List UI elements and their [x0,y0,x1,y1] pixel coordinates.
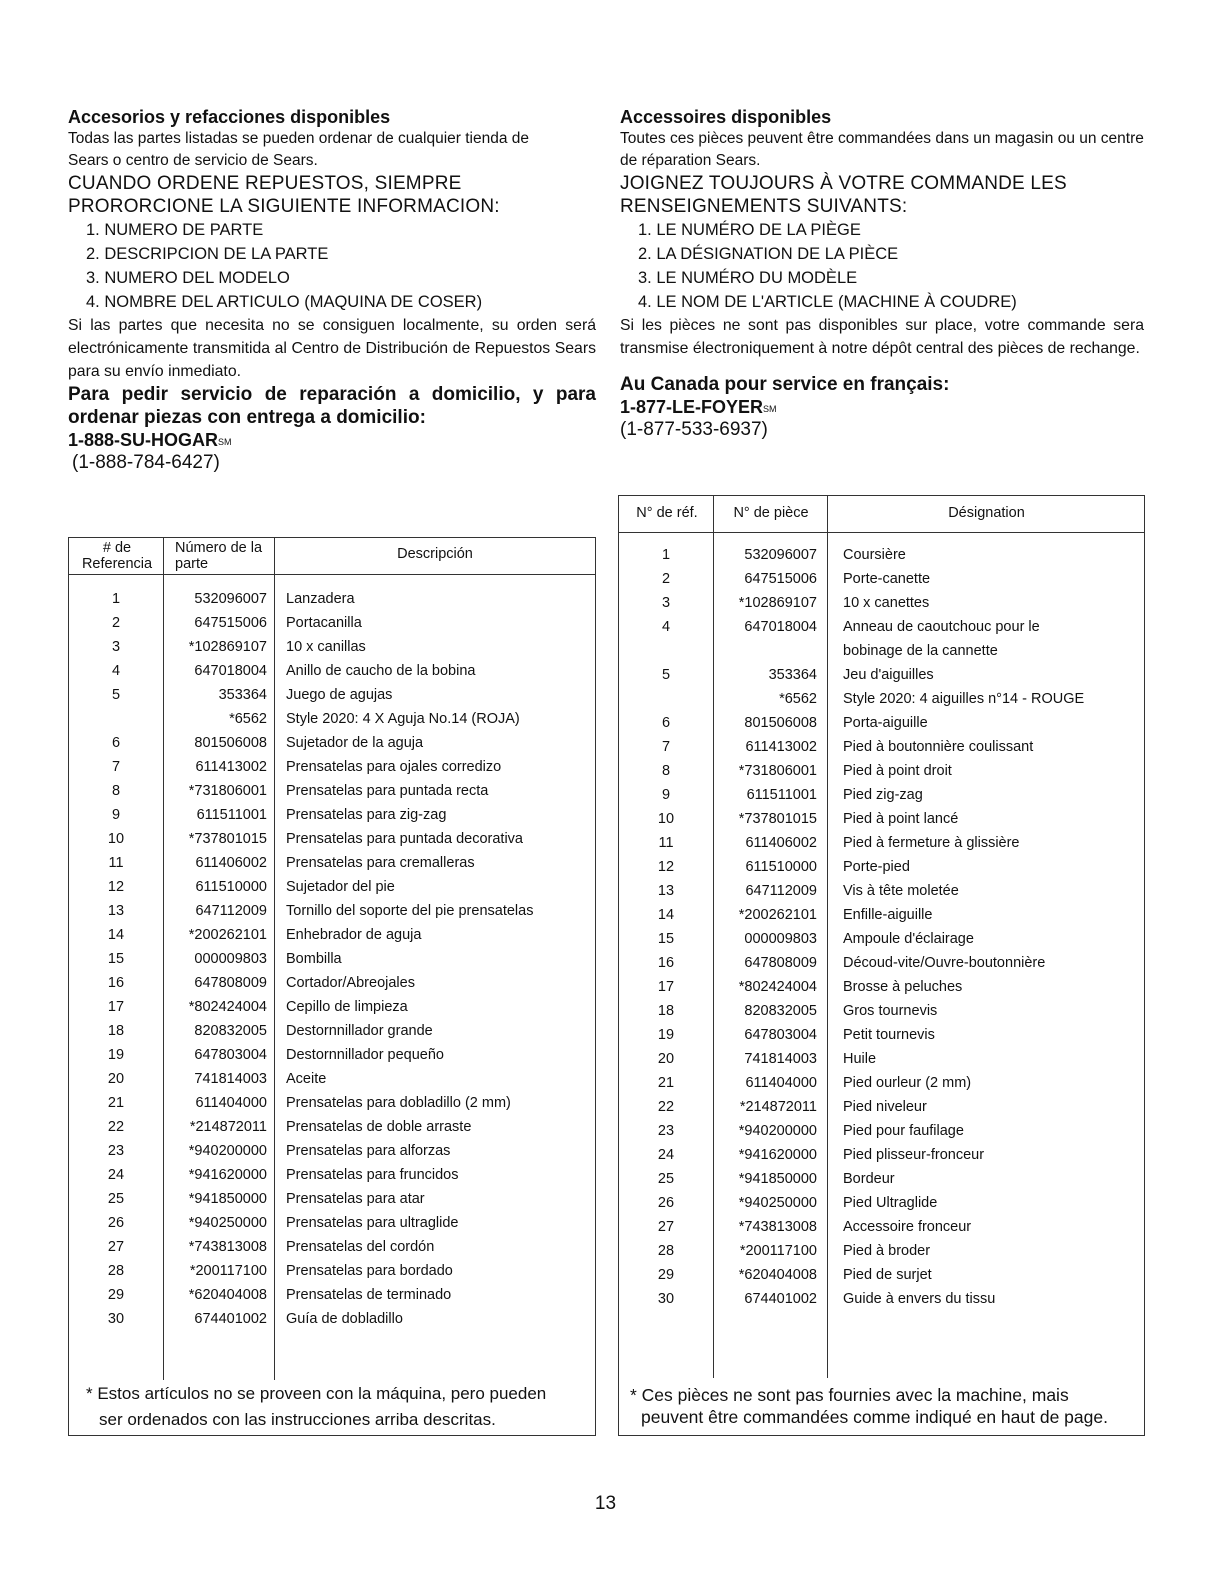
description-cell: Porte-canette [843,571,931,587]
part-number-cell: *802424004 [738,979,817,995]
description-cell: Anillo de caucho de la bobina [286,663,476,679]
ref-cell: 13 [657,883,675,899]
table-row [619,591,1144,615]
table-row [69,587,595,611]
description-cell: Pied de surjet [843,1267,932,1283]
section-heading: Accessoires disponibles [620,107,832,127]
description-cell: Prensatelas para ojales corredizo [286,759,502,775]
description-cell: Porta-aiguille [843,715,928,731]
table-row [69,1283,595,1307]
intro-text: Toutes ces pièces peuvent être commandées dans un magasin ou un centre de réparation Sears. [620,130,1144,169]
ref-cell: 1 [661,547,671,563]
description-cell: Prensatelas para cremalleras [286,855,475,871]
part-number-cell: 647112009 [745,883,817,899]
footnote: * Estos artículos no se proveen con la máquina, pero pueden ser ordenados con las instrucciones arriba descritas. [86,1384,547,1429]
part-number-cell: 611404000 [195,1095,267,1111]
description-cell: Pied plisseur-fronceur [843,1147,985,1163]
table-row [619,639,1144,663]
table-row [69,611,595,635]
part-number-cell: 611510000 [195,879,267,895]
description-cell: Pied Ultraglide [843,1195,938,1211]
phone-name: 1-877-LE-FOYER℠ [620,397,777,417]
ref-cell: 20 [657,1051,675,1067]
description-cell: Pied zig-zag [843,787,923,803]
table-row [69,1259,595,1283]
ref-cell: 21 [657,1075,675,1091]
part-number-cell: 647803004 [194,1047,267,1063]
description-cell: Pied à broder [843,1243,931,1259]
ref-cell: 10 [657,811,675,827]
ref-cell: 19 [107,1047,125,1063]
part-number-cell: 532096007 [744,547,817,563]
part-number-cell: 741814003 [194,1071,267,1087]
description-cell: Destornnillador grande [286,1023,433,1039]
description-cell: Pied à point droit [843,763,952,779]
table-row [69,995,595,1019]
part-number-cell: *940250000 [738,1195,817,1211]
description-cell: Huile [843,1051,877,1067]
table-row [619,975,1144,999]
table-row [619,1023,1144,1047]
part-number-cell: *731806001 [738,763,817,779]
description-cell: Guía de dobladillo [286,1311,403,1327]
description-cell: Portacanilla [286,615,362,631]
list-item: 1. LE NUMÉRO DE LA PIÈGE [638,221,861,239]
table-row [619,831,1144,855]
header-part: Número de la parte [175,540,263,572]
part-number-cell: 611406002 [745,835,817,851]
part-number-cell: *940200000 [188,1143,267,1159]
part-number-cell: 647803004 [744,1027,817,1043]
service-mark: SM [763,404,777,414]
part-number-cell: *200117100 [739,1243,817,1259]
description-cell: Destornnillador pequeño [286,1047,444,1063]
description-cell: Pied à boutonnière coulissant [843,739,1034,755]
part-number-cell: 353364 [768,667,817,683]
header-part: N° de pièce [733,505,809,521]
table-row [69,1091,595,1115]
spanish-section [68,106,596,475]
part-number-cell: 611511001 [746,787,817,803]
part-number-cell: *102869107 [738,595,817,611]
part-number-cell: *200262101 [738,907,817,923]
ref-cell: 19 [657,1027,675,1043]
header-ref: N° de réf. [636,505,698,521]
part-number-cell: *214872011 [739,1099,817,1115]
table-body [619,543,1144,1311]
description-cell: Jeu d'aiguilles [843,667,934,683]
table-body [69,587,595,1331]
part-number-cell: *737801015 [738,811,817,827]
ref-cell: 9 [111,807,121,823]
ref-cell: 17 [657,979,675,995]
ref-cell: 26 [107,1215,125,1231]
french-parts-table [618,495,1145,1436]
part-number-cell: 000009803 [744,931,817,947]
ref-cell: 18 [657,1003,675,1019]
description-cell: Prensatelas para bordado [286,1263,453,1279]
description-cell: Brosse à peluches [843,979,963,995]
description-cell: Pied pour faufilage [843,1123,964,1139]
table-row [619,1071,1144,1095]
ref-cell: 15 [657,931,675,947]
description-cell: Juego de agujas [286,687,393,703]
order-instructions-line: RENSEIGNEMENTS SUIVANTS: [620,196,908,217]
table-row [619,951,1144,975]
header-desc: Descripción [397,546,473,562]
ref-cell: 8 [111,783,121,799]
table-header [69,538,595,575]
part-number-cell: *940250000 [188,1215,267,1231]
header-ref: # de Referencia [81,540,153,572]
part-number-cell: *620404008 [188,1287,267,1303]
ref-cell: 24 [657,1147,675,1163]
table-row [69,923,595,947]
part-number-cell: 611404000 [745,1075,817,1091]
part-number-cell: *200117100 [189,1263,267,1279]
description-cell: Pied à fermeture à glissière [843,835,1020,851]
part-number-cell: 611510000 [745,859,817,875]
description-cell: Prensatelas para alforzas [286,1143,451,1159]
list-item: 1. NUMERO DE PARTE [86,221,264,239]
table-row [619,687,1144,711]
list-item: 2. DESCRIPCION DE LA PARTE [86,245,329,263]
ref-cell: 6 [661,715,671,731]
table-row [619,567,1144,591]
ref-cell: 7 [111,759,121,775]
description-cell: Style 2020: 4 X Aguja No.14 (ROJA) [286,711,520,727]
ref-cell: 22 [657,1099,675,1115]
description-cell: Guide à envers du tissu [843,1291,996,1307]
description-cell: Prensatelas para ultraglide [286,1215,459,1231]
part-number-cell: *743813008 [188,1239,267,1255]
ref-cell: 10 [107,831,125,847]
part-number-cell: 611413002 [745,739,817,755]
description-cell: Porte-pied [843,859,910,875]
description-cell: bobinage de la cannette [843,643,998,659]
intro-text: Todas las partes listadas se pueden ordenar de cualquier tienda de Sears o centro de servicio de Sears. [68,130,530,169]
table-row [619,543,1144,567]
part-number-cell: *941620000 [188,1167,267,1183]
part-number-cell: *6562 [229,711,267,727]
ref-cell: 1 [111,591,121,607]
ref-cell: 25 [107,1191,125,1207]
ref-cell: 21 [107,1095,125,1111]
part-number-cell: 611511001 [196,807,267,823]
description-cell: Prensatelas para atar [286,1191,425,1207]
part-number-cell: 532096007 [194,591,267,607]
part-number-cell: 801506008 [194,735,267,751]
ref-cell: 4 [661,619,671,635]
table-row [619,663,1144,687]
ref-cell: 3 [111,639,121,655]
part-number-cell: 674401002 [194,1311,267,1327]
ref-cell: 2 [661,571,671,587]
ref-cell: 28 [107,1263,125,1279]
table-row [69,1067,595,1091]
description-cell: 10 x canettes [843,595,930,611]
ref-cell: 6 [111,735,121,751]
part-number-cell: 741814003 [744,1051,817,1067]
part-number-cell: *802424004 [188,999,267,1015]
table-row [69,971,595,995]
part-number-cell: 611406002 [195,855,267,871]
ref-cell: 16 [657,955,675,971]
table-row [619,879,1144,903]
part-number-cell: 647112009 [195,903,267,919]
ref-cell: 2 [111,615,121,631]
section-heading: Accesorios y refacciones disponibles [68,107,391,127]
table-row [619,783,1144,807]
part-number-cell: 647515006 [744,571,817,587]
part-number-cell: 647515006 [194,615,267,631]
description-cell: Petit tournevis [843,1027,935,1043]
table-row [69,851,595,875]
table-row [619,615,1144,639]
table-row [619,1143,1144,1167]
table-row [69,1211,595,1235]
service-heading: Para pedir servicio de reparación a domicilio, y para ordenar piezas con entrega a domicilio: [68,384,596,428]
header-desc: Désignation [948,505,1025,521]
order-instructions-line: PRORORCIONE LA SIGUIENTE INFORMACION: [68,196,500,217]
description-cell: Bombilla [286,951,342,967]
ref-cell: 23 [657,1123,675,1139]
ref-cell: 24 [107,1167,125,1183]
ref-cell: 12 [107,879,125,895]
ref-cell: 15 [107,951,125,967]
part-number-cell: *737801015 [188,831,267,847]
ref-cell: 12 [657,859,675,875]
table-row [69,803,595,827]
table-row [69,1307,595,1331]
part-number-cell: 820832005 [194,1023,267,1039]
description-cell: Cepillo de limpieza [286,999,408,1015]
ref-cell: 13 [107,903,125,919]
ref-cell: 9 [661,787,671,803]
order-instructions-line: JOIGNEZ TOUJOURS À VOTRE COMMANDE LES [620,173,1067,194]
description-cell: Bordeur [843,1171,895,1187]
service-mark: SM [218,437,232,447]
list-item: 4. LE NOM DE L'ARTICLE (MACHINE À COUDRE) [638,293,1017,311]
table-row [69,779,595,803]
list-item: 2. LA DÉSIGNATION DE LA PIÈCE [638,245,899,263]
table-row [619,711,1144,735]
ref-cell: 4 [111,663,121,679]
table-row [69,947,595,971]
part-number-cell: 674401002 [744,1291,817,1307]
part-number-cell: *731806001 [188,783,267,799]
part-number-cell: 801506008 [744,715,817,731]
description-cell: Prensatelas para zig-zag [286,807,447,823]
table-row [69,827,595,851]
part-number-cell: *214872011 [189,1119,267,1135]
table-row [619,1167,1144,1191]
part-number-cell: *200262101 [188,927,267,943]
table-row [619,903,1144,927]
description-cell: Gros tournevis [843,1003,938,1019]
description-cell: Prensatelas para fruncidos [286,1167,459,1183]
ref-cell: 26 [657,1195,675,1211]
table-row [619,1119,1144,1143]
table-row [69,1043,595,1067]
part-number-cell: 000009803 [194,951,267,967]
description-cell: Prensatelas para dobladillo (2 mm) [286,1095,511,1111]
table-row [619,759,1144,783]
description-cell: Pied à point lancé [843,811,959,827]
ref-cell: 5 [111,687,121,703]
ref-cell: 3 [661,595,671,611]
ref-cell: 8 [661,763,671,779]
table-row [619,1215,1144,1239]
description-cell: Tornillo del soporte del pie prensatelas [286,903,534,919]
description-cell: Sujetador de la aguja [286,735,424,751]
list-item: 4. NOMBRE DEL ARTICULO (MAQUINA DE COSER) [86,293,483,311]
table-row [69,1019,595,1043]
table-row [619,855,1144,879]
ref-cell: 22 [107,1119,125,1135]
part-number-cell: 647808009 [194,975,267,991]
description-cell: Accessoire fronceur [843,1219,972,1235]
description-cell: Prensatelas para puntada decorativa [286,831,523,847]
table-row [619,1191,1144,1215]
ref-cell: 7 [661,739,671,755]
part-number-cell: 647018004 [194,663,267,679]
list-item: 3. LE NUMÉRO DU MODÈLE [638,269,858,287]
ref-cell: 25 [657,1171,675,1187]
distribution-paragraph: Si las partes que necesita no se consiguen localmente, su orden será electrónicamente transmitida al Centro de Distribución de Repuestos Sears para su envío inmediato. [68,317,596,380]
ref-cell: 11 [108,855,124,871]
description-cell: Style 2020: 4 aiguilles n°14 - ROUGE [843,691,1085,707]
description-cell: Enhebrador de aguja [286,927,422,943]
table-row [69,707,595,731]
part-number-cell: 820832005 [744,1003,817,1019]
phone-number: (1-877-533-6937) [620,419,768,440]
table-row [69,659,595,683]
description-cell: Prensatelas para puntada recta [286,783,489,799]
ref-cell: 29 [657,1267,675,1283]
part-number-cell: *941620000 [738,1147,817,1163]
part-number-cell: *941850000 [188,1191,267,1207]
table-row [619,999,1144,1023]
part-number-cell: 647018004 [744,619,817,635]
table-row [69,875,595,899]
table-row [69,1163,595,1187]
table-row [69,1235,595,1259]
part-number-cell: 611413002 [195,759,267,775]
description-cell: Anneau de caoutchouc pour le [843,619,1040,635]
table-row [69,635,595,659]
description-cell: 10 x canillas [286,639,366,655]
list-item: 3. NUMERO DEL MODELO [86,269,290,287]
part-number-cell: *941850000 [738,1171,817,1187]
ref-cell: 30 [107,1311,125,1327]
table-row [619,1095,1144,1119]
ref-cell: 27 [657,1219,675,1235]
description-cell: Enfille-aiguille [843,907,933,923]
table-row [619,1287,1144,1311]
table-row [619,1263,1144,1287]
table-row [619,1047,1144,1071]
table-row [619,735,1144,759]
description-cell: Vis à tête moletée [843,883,959,899]
phone-name: 1-888-SU-HOGAR℠ [68,430,232,450]
description-cell: Ampoule d'éclairage [843,931,974,947]
description-cell: Coursière [843,547,906,563]
french-section [620,106,1144,442]
description-cell: Prensatelas del cordón [286,1239,435,1255]
table-row [69,755,595,779]
ref-cell: 23 [107,1143,125,1159]
ref-cell: 18 [107,1023,125,1039]
service-heading: Au Canada pour service en français: [620,374,950,395]
ref-cell: 11 [658,835,674,851]
page-number: 13 [594,1493,617,1514]
part-number-cell: *6562 [779,691,817,707]
required-info-list [68,218,596,314]
description-cell: Prensatelas de terminado [286,1287,452,1303]
description-cell: Découd-vite/Ouvre-boutonnière [843,955,1046,971]
ref-cell: 29 [107,1287,125,1303]
distribution-paragraph: Si les pièces ne sont pas disponibles sur place, votre commande sera transmise électroniquement à notre dépôt central des pièces de rechange. [620,317,1144,357]
order-instructions-line: CUANDO ORDENE REPUESTOS, SIEMPRE [68,173,462,194]
required-info-list [620,218,1144,314]
description-cell: Pied ourleur (2 mm) [843,1075,972,1091]
table-row [619,807,1144,831]
description-cell: Prensatelas de doble arraste [286,1119,472,1135]
description-cell: Lanzadera [286,591,355,607]
description-cell: Sujetador del pie [286,879,395,895]
phone-number: (1-888-784-6427) [72,452,220,473]
ref-cell: 17 [107,999,125,1015]
table-row [619,1239,1144,1263]
table-row [69,731,595,755]
ref-cell: 28 [657,1243,675,1259]
part-number-cell: 647808009 [744,955,817,971]
part-number-cell: *102869107 [188,639,267,655]
table-row [619,927,1144,951]
part-number-cell: *940200000 [738,1123,817,1139]
description-cell: Pied niveleur [843,1099,927,1115]
description-cell: Cortador/Abreojales [286,975,415,991]
part-number-cell: 353364 [218,687,267,703]
ref-cell: 14 [657,907,675,923]
spanish-parts-table [68,537,596,1436]
ref-cell: 5 [661,667,671,683]
ref-cell: 14 [107,927,125,943]
ref-cell: 27 [107,1239,125,1255]
part-number-cell: *743813008 [738,1219,817,1235]
part-number-cell: *620404008 [738,1267,817,1283]
table-row [69,1139,595,1163]
ref-cell: 30 [657,1291,675,1307]
footnote: * Ces pièces ne sont pas fournies avec la machine, mais peuvent être commandées comme indiqué en haut de page. [630,1385,1108,1427]
table-row [69,1115,595,1139]
table-row [69,899,595,923]
table-row [69,683,595,707]
ref-cell: 16 [107,975,125,991]
description-cell: Aceite [286,1071,327,1087]
table-header [619,496,1144,533]
ref-cell: 20 [107,1071,125,1087]
table-row [69,1187,595,1211]
